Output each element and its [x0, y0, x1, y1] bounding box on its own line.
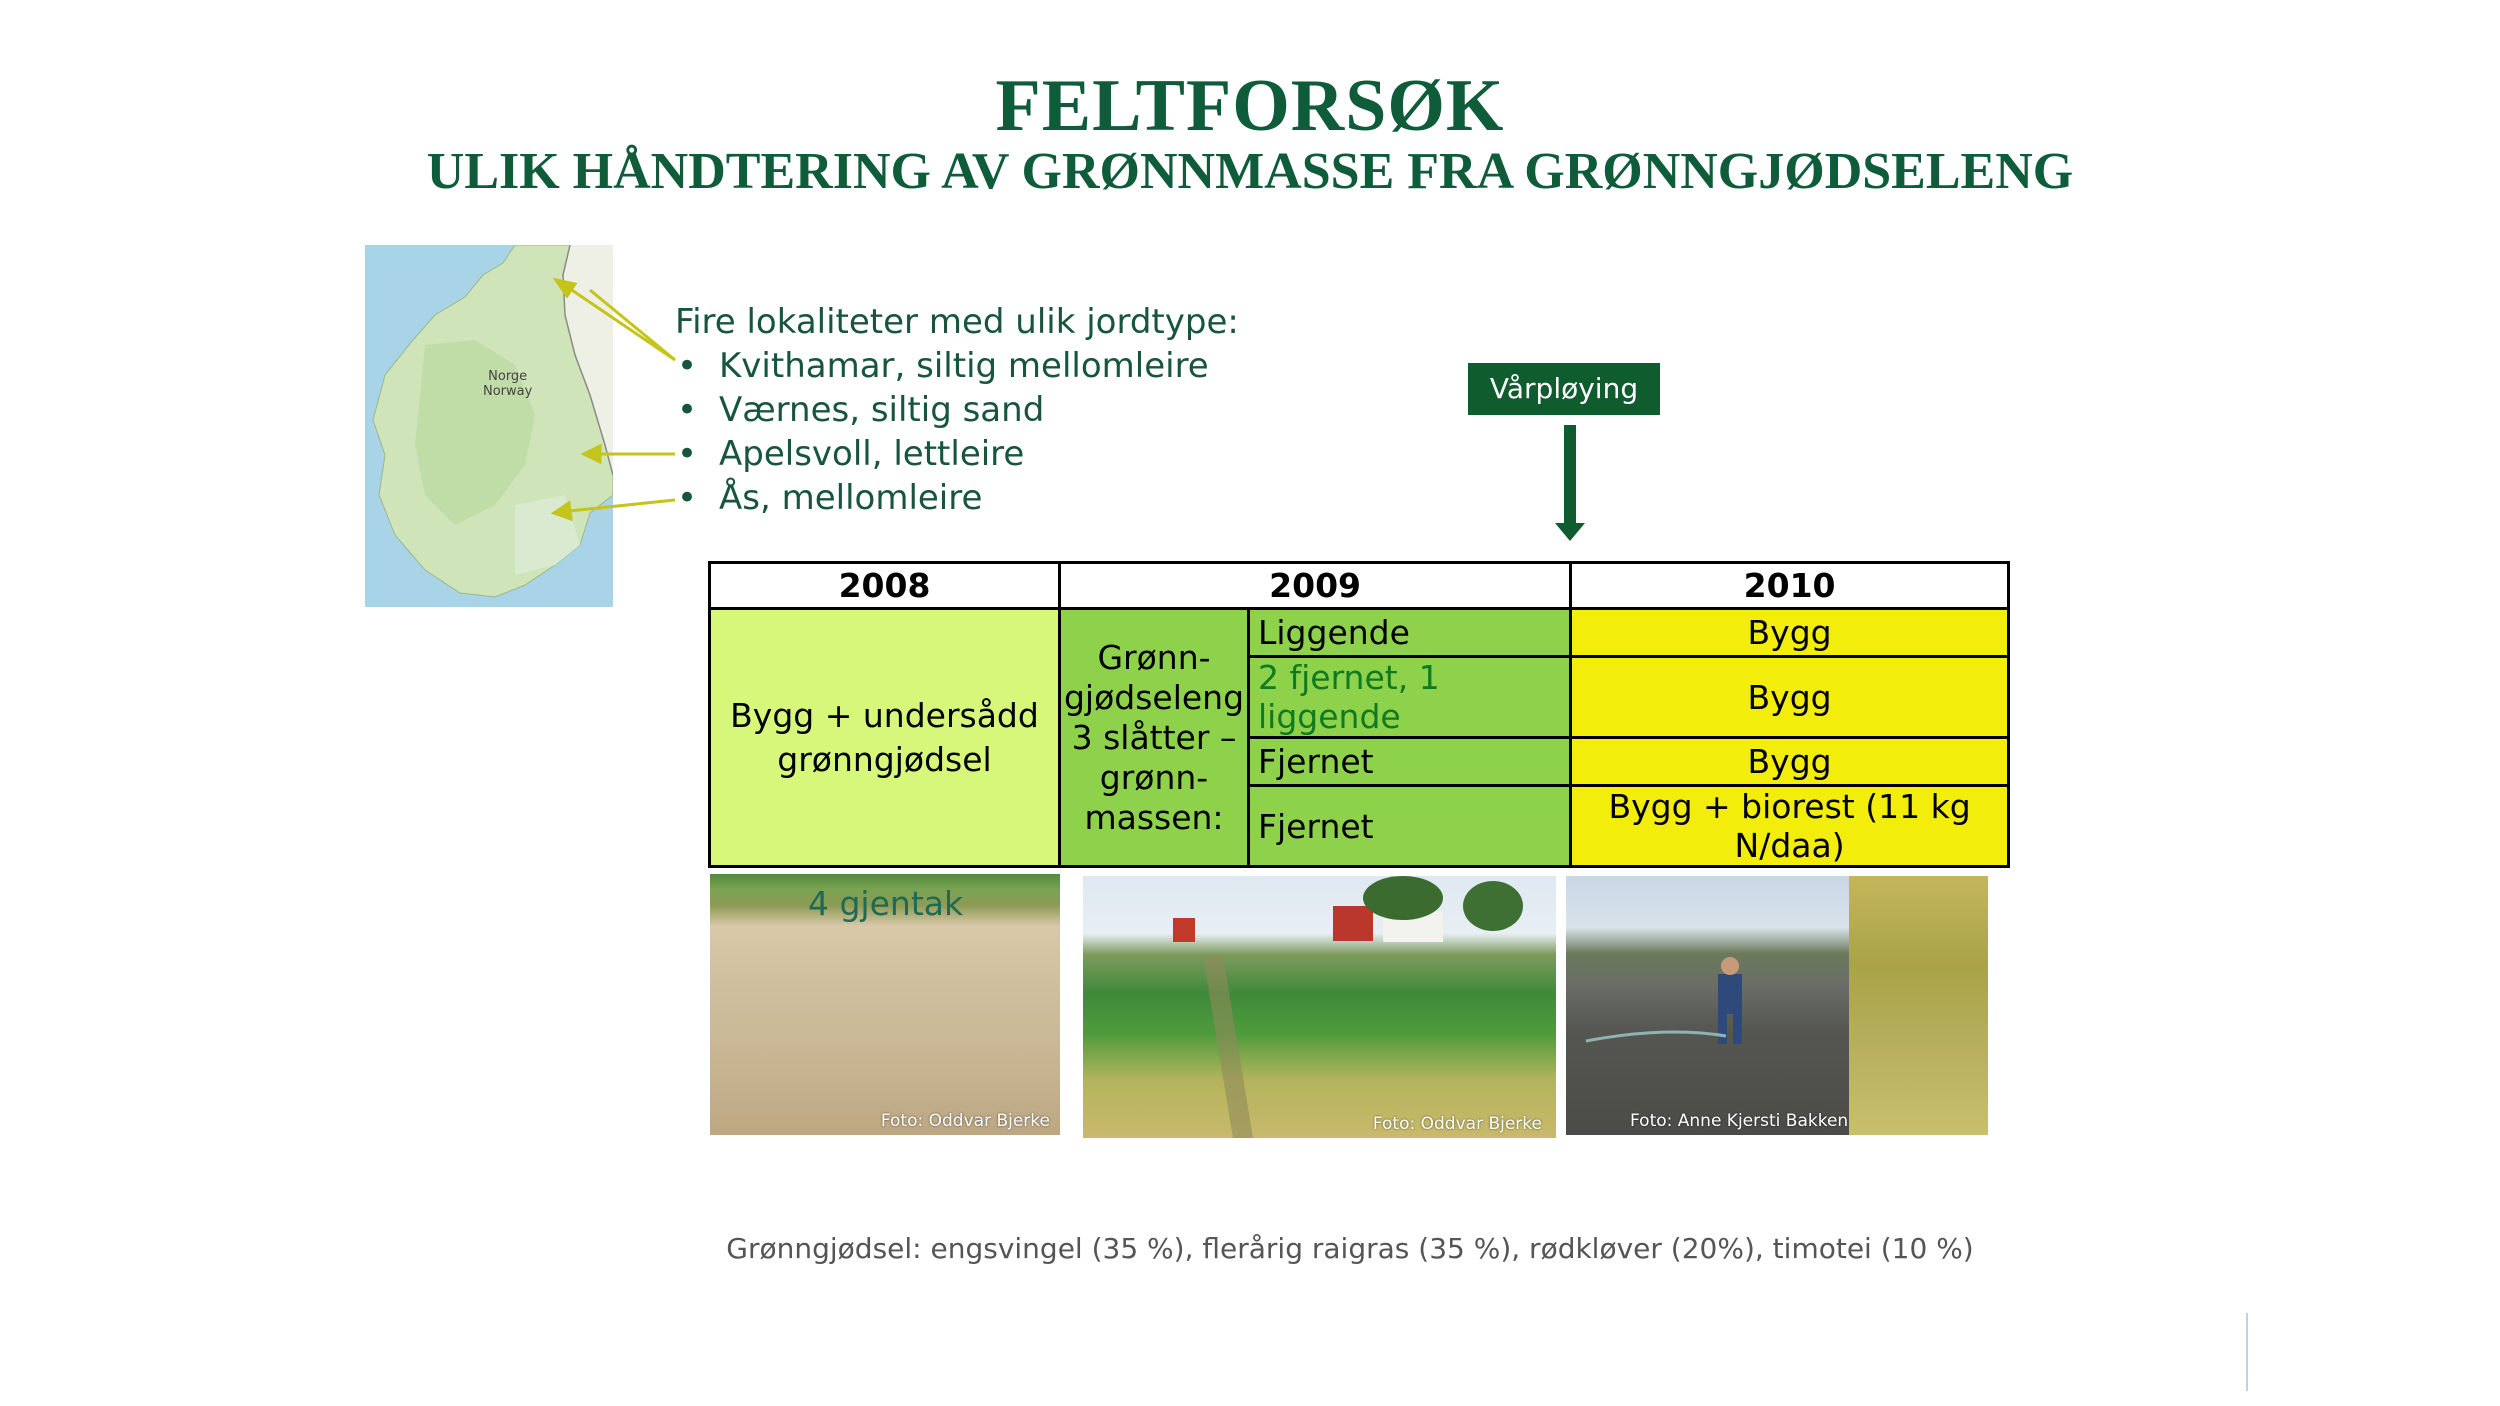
desc-line: gjødseleng: [1063, 677, 1245, 717]
desc-line: 3 slåtter –: [1071, 717, 1237, 757]
map-label-norge: Norge: [488, 369, 528, 384]
norway-map: [365, 245, 613, 607]
list-item: [675, 344, 1239, 388]
cell-2008-crop: [710, 609, 1060, 867]
map-country-label: [483, 369, 532, 399]
table-header-row: [710, 563, 2009, 609]
list-item: [675, 432, 1239, 476]
photo-field-work: [1566, 876, 1988, 1135]
map-graphic: [365, 245, 613, 607]
locations-bullets: [675, 344, 1239, 520]
cell-crop-2010: Bygg: [1571, 657, 2009, 738]
location-as: Ås, mellomleire: [719, 478, 983, 518]
locations-heading: Fire lokaliteter med ulik jordtype:: [675, 302, 1239, 342]
desc-line: grønn-: [1099, 757, 1209, 797]
page-subtitle: ULIK HÅNDTERING AV GRØNNMASSE FRA GRØNNGJØDSELENG: [426, 143, 2074, 200]
map-label-norway: Norway: [483, 384, 533, 399]
varploying-label: Vårpløying: [1468, 363, 1660, 415]
header-2010: 2010: [1571, 563, 2009, 609]
page-edge-line: [2246, 1313, 2248, 1391]
cell-2008-line2: grønngjødsel: [777, 739, 992, 779]
photo-field-repetitions: [710, 874, 1060, 1135]
header-2008: 2008: [710, 563, 1060, 609]
page-title: FELTFORSØK: [995, 65, 1505, 147]
farm-buildings-graphic: [1083, 876, 1556, 1138]
cell-crop-2010: Bygg: [1571, 738, 2009, 786]
desc-line: massen:: [1084, 797, 1224, 837]
locations-list: [675, 300, 1239, 520]
photo-barley-section: [1849, 876, 1988, 1135]
down-arrow-icon: [1555, 425, 1585, 541]
location-varnes: Værnes, siltig sand: [719, 390, 1045, 430]
photo-overlay-text: 4 gjentak: [808, 884, 964, 923]
bullet-icon: •: [677, 434, 698, 474]
cell-2009-description: [1060, 609, 1249, 867]
list-item: [675, 388, 1239, 432]
cell-treatment: Liggende: [1249, 609, 1571, 657]
cell-treatment: Fjernet: [1249, 738, 1571, 786]
trial-plan-table: [708, 561, 2010, 868]
photo-credit: Foto: Anne Kjersti Bakken: [1630, 1111, 1849, 1131]
cell-treatment: Fjernet: [1249, 786, 1571, 867]
bullet-icon: •: [677, 346, 698, 386]
cell-2008-line1: Bygg + undersådd: [730, 695, 1039, 735]
cell-crop-2010: Bygg: [1571, 609, 2009, 657]
header-2009: 2009: [1060, 563, 1571, 609]
location-apelsvoll: Apelsvoll, lettleire: [719, 434, 1025, 474]
bullet-icon: •: [677, 390, 698, 430]
photo-field-plots: [1083, 876, 1556, 1138]
table-row: [710, 609, 2009, 657]
worker-graphic: [1566, 876, 1849, 1135]
list-item: [675, 476, 1239, 520]
footnote: Grønngjødsel: engsvingel (35 %), flerårig raigras (35 %), rødkløver (20%), timotei (10 %): [726, 1232, 1974, 1265]
photo-credit: Foto: Oddvar Bjerke: [880, 1111, 1050, 1131]
cell-crop-2010: Bygg + biorest (11 kg N/daa): [1571, 786, 2009, 867]
photo-credit: Foto: Oddvar Bjerke: [1372, 1114, 1542, 1134]
location-kvithamar: Kvithamar, siltig mellomleire: [719, 346, 1209, 386]
bullet-icon: •: [677, 478, 698, 518]
desc-line: Grønn-: [1097, 637, 1211, 677]
cell-treatment: 2 fjernet, 1 liggende: [1249, 657, 1571, 738]
